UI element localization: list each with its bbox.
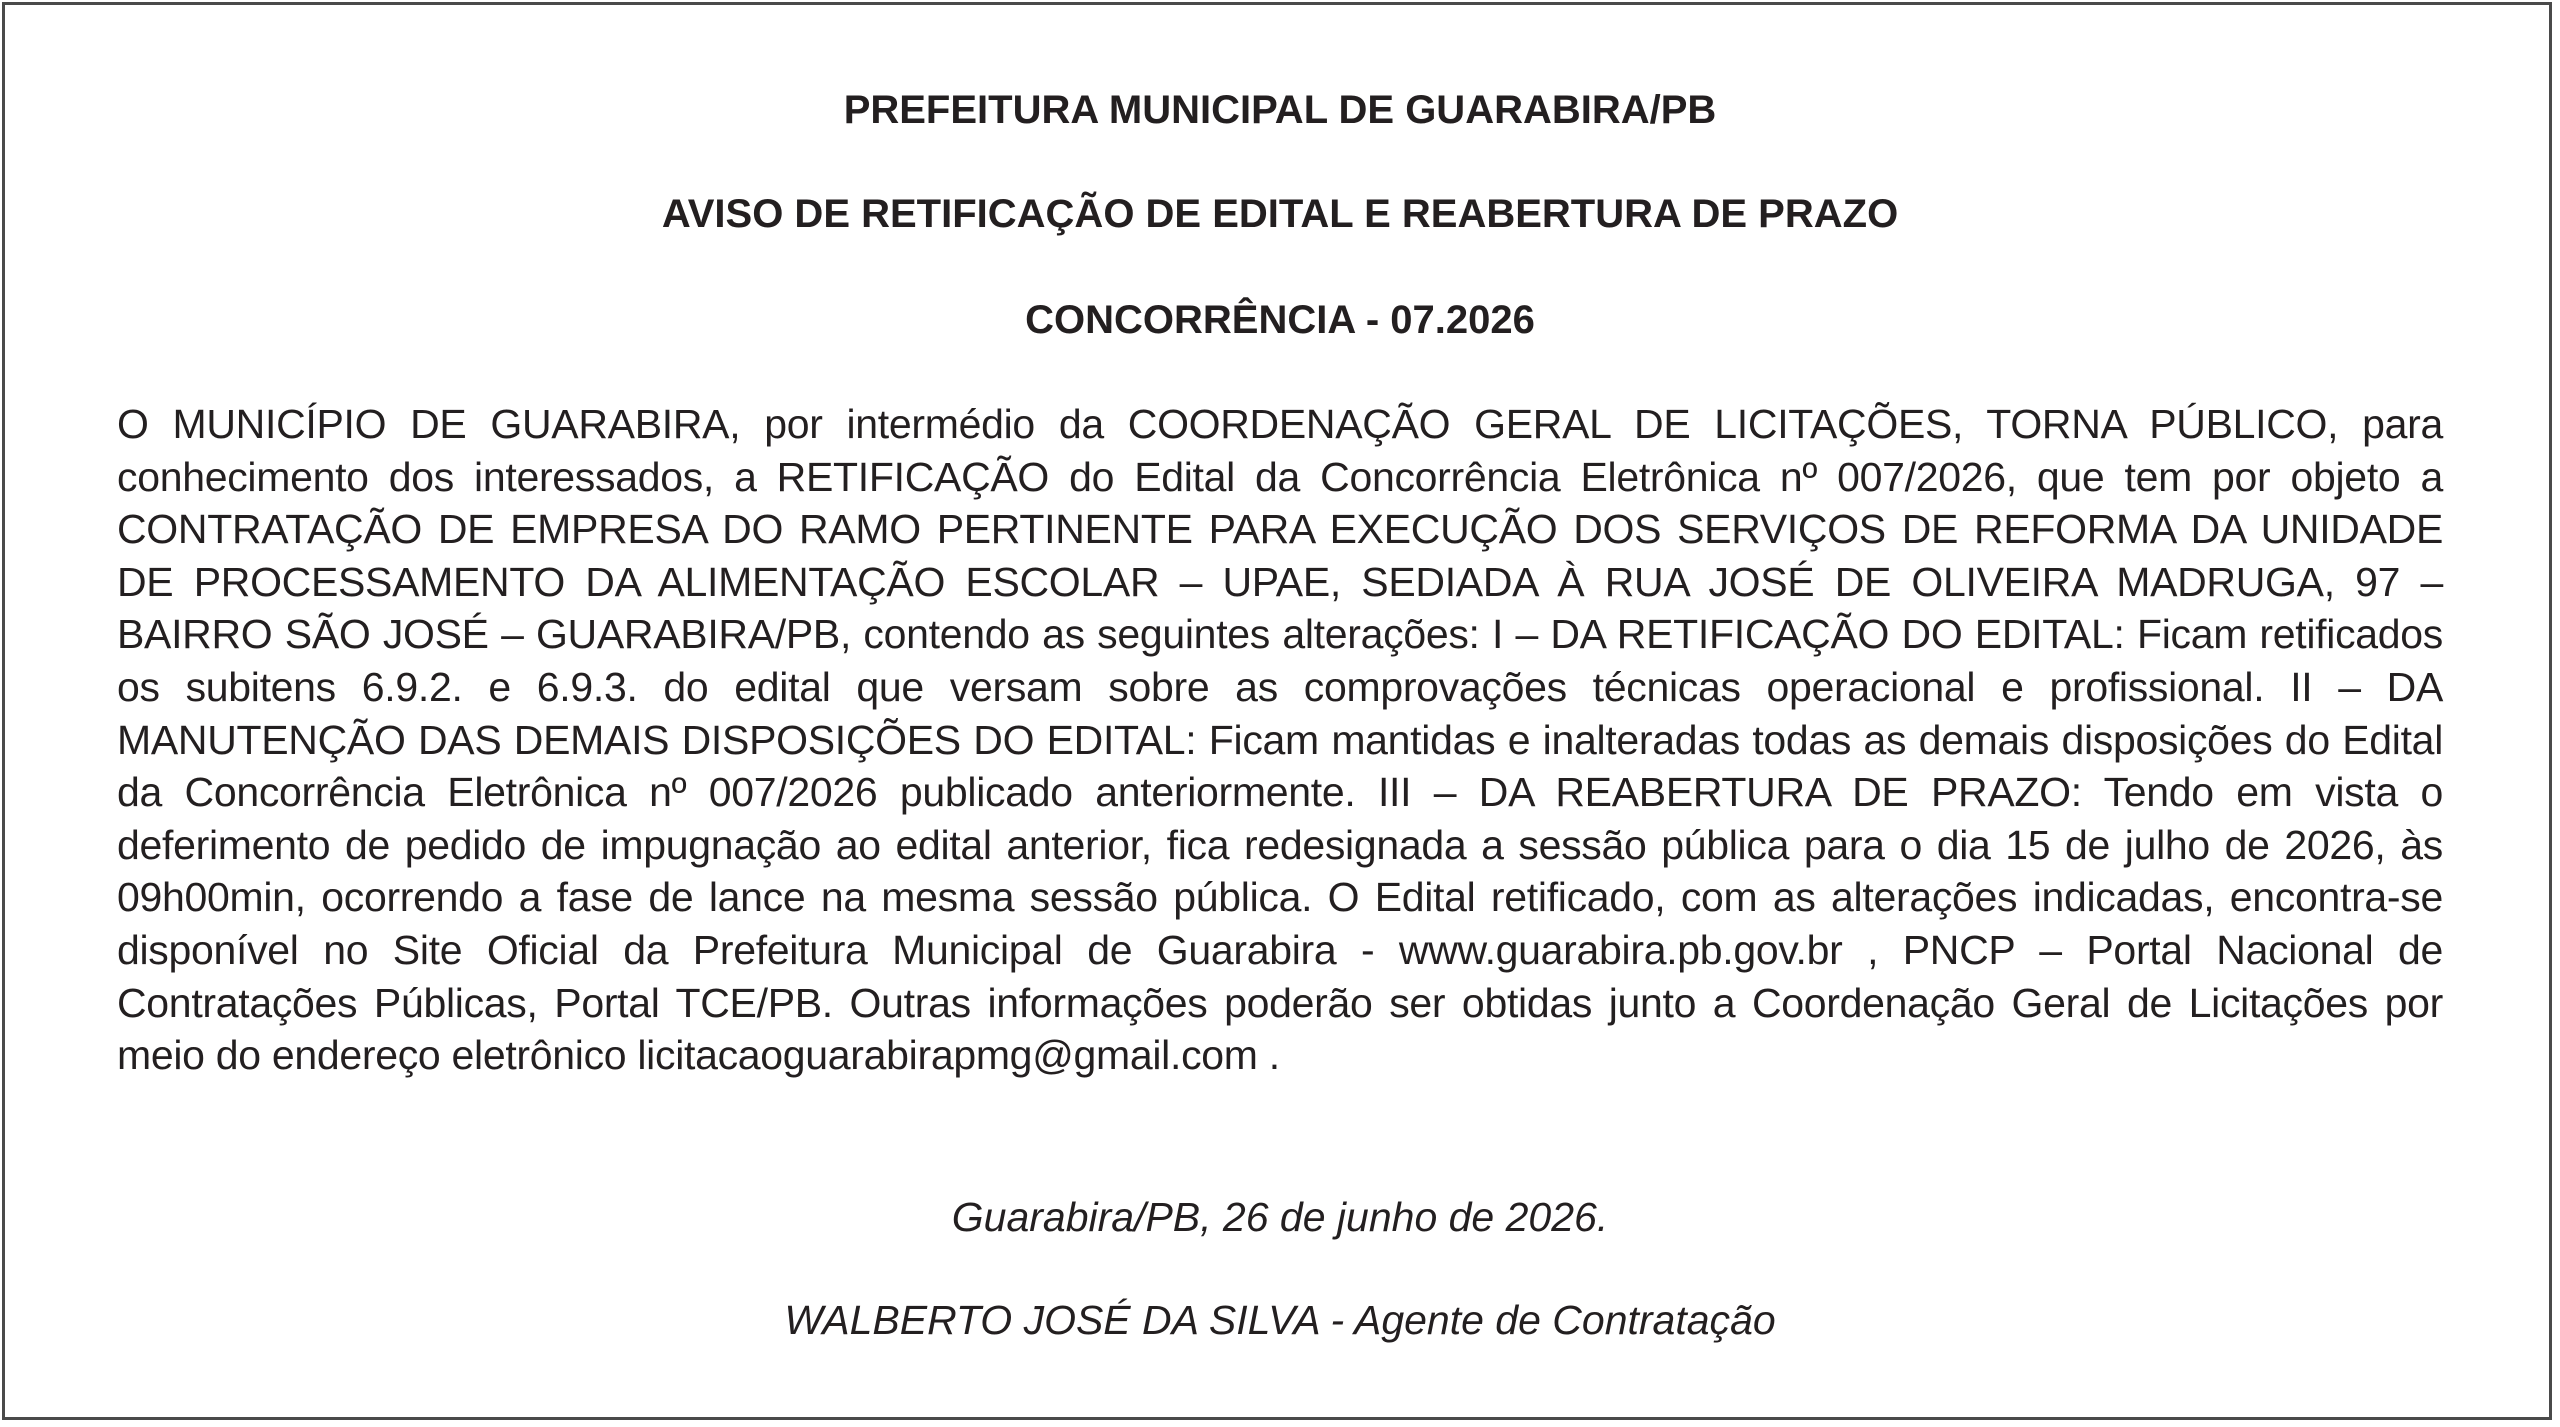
notice-body: O MUNICÍPIO DE GUARABIRA, por intermédio da COORDENAÇÃO GERAL DE LICITAÇÕES, TORNA PÚBLICO, para conhecimento dos interessados, a RETIFICAÇÃO do Edital da Concorrência Eletrônica nº 007/2026, que tem por objeto a CONTRATAÇÃO DE EMPRESA DO RAMO PERTINENTE PARA EXECUÇÃO DOS SERVIÇOS DE REFORMA DA UNIDADE DE PROCESSAMENTO DA ALIMENTAÇÃO ESCOLAR – UPAE, SEDIADA À RUA JOSÉ DE OLIVEIRA MADRUGA, 97 – BAIRRO SÃO JOSÉ – GUARABIRA/PB, contendo as seguintes alterações: I – DA RETIFICAÇÃO DO EDITAL: Ficam retificados os subitens 6.9.2. e 6.9.3. do edital que versam sobre as comprovações técnicas operacional e profissional. II – DA MANUTENÇÃO DAS DEMAIS DISPOSIÇÕES DO EDITAL: Ficam mantidas e inalteradas todas as demais disposições do Edital da Concorrência Eletrônica nº 007/2026 publicado anteriormente. III – DA REABERTURA DE PRAZO: Tendo em vista o deferimento de pedido de impugnação ao edital anterior, fica redesignada a sessão pública para o dia 15 de julho de 2026, às 09h00min, ocorrendo a fase de lance na mesma sessão pública. O Edital retificado, com as alterações indicadas, encontra-se disponível no Site Oficial da Prefeitura Municipal de Guarabira - www.guarabira.pb.gov.br , PNCP – Portal Nacional de Contratações Públicas, Portal TCE/PB. Outras informações poderão ser obtidas junto a Coordenação Geral de Licitações por meio do endereço eletrônico licitacaoguarabirapmg@gmail.com . [117,401,2443,1079]
notice-title: AVISO DE RETIFICAÇÃO DE EDITAL E REABERTURA DE PRAZO [661,192,1899,236]
place-date: Guarabira/PB, 26 de junho de 2026. [951,1194,1609,1240]
procedure-number: CONCORRÊNCIA - 07.2026 [1025,298,1535,342]
signature-line: WALBERTO JOSÉ DA SILVA - Agente de Contratação [784,1297,1776,1343]
municipality-title: PREFEITURA MUNICIPAL DE GUARABIRA/PB [843,88,1717,132]
